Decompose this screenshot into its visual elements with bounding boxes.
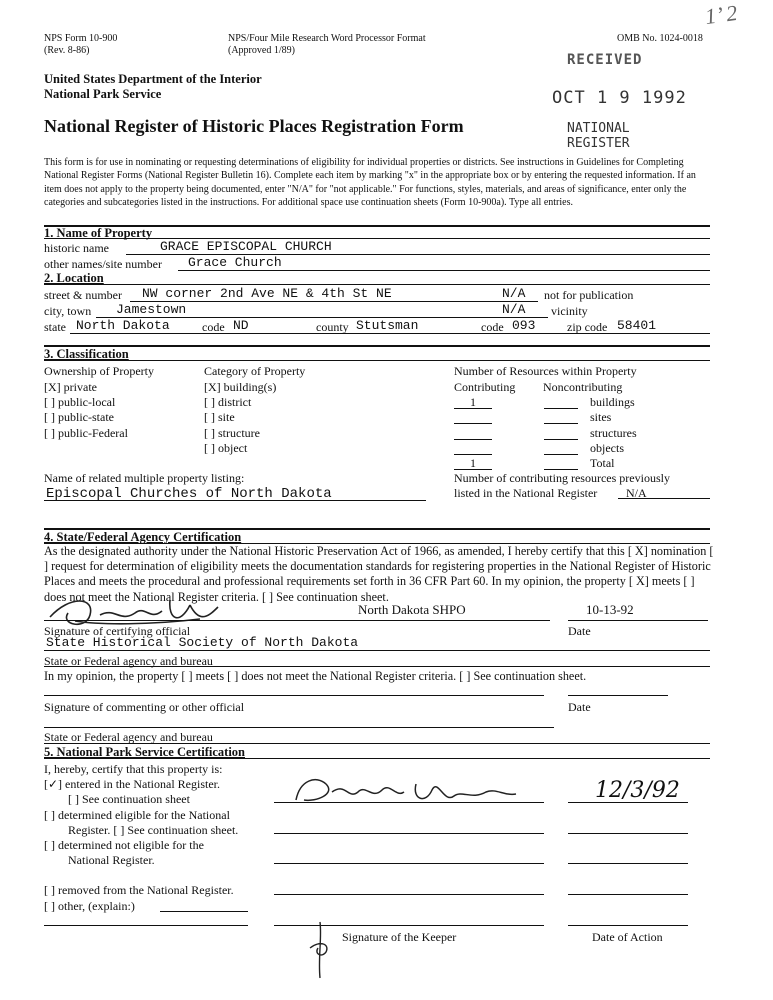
zip-code-label: zip code [567,320,608,334]
other-names-line [178,270,710,271]
related-listing-value: Episcopal Churches of North Dakota [46,486,332,502]
bureau-rule [44,666,710,667]
omb-number: OMB No. 1024-0018 [617,33,703,44]
other-explain-line-2 [44,925,248,926]
city-label: city, town [44,304,92,318]
keeper-signature-label: Signature of the Keeper [342,930,457,944]
service-name: National Park Service [44,87,162,101]
certifying-signature-line [44,620,550,621]
not-eligible-national-register: National Register. [68,853,155,867]
county-code-label: code [481,320,504,334]
contributing-sites-line [454,423,492,424]
resource-label-buildings: buildings [590,395,635,409]
instructions-paragraph: This form is for use in nominating or requesting determinations of eligibility for individual properties or districts. See instructions in Guidelines for Completing National Register Forms (National Register Bulletin 16). Complete each item by marking "x" in the appropriate box or by entering the requested information. If an item does not apply to the property being documented, enter "N/A" for "not applicable." For functions, styles, materials, and areas of significance, enter only the categories and subcategories listed in the instructions. For additional space use continuation sheets (Form 10-900a). Type all entries. [44,157,696,208]
category-object: [ ] object [204,441,248,455]
keeper-date-line-3 [568,863,688,864]
keeper-sig-line-4 [274,894,544,895]
ownership-public-state: [ ] public-state [44,410,114,424]
stamp-register: REGISTER [567,136,630,151]
contributing-total-line [454,469,492,470]
comment-date-label: Date [568,700,591,714]
noncontributing-sites-line [544,423,578,424]
entered-in-register: [✓] entered in the National Register. [44,777,220,791]
keeper-date-handwritten: 12/3/92 [595,778,680,803]
section-3-heading: 3. Classification [44,347,129,361]
state-code-label: code [202,320,225,334]
other-names-label: other names/site number [44,257,162,271]
section-5-rule [44,743,710,744]
keeper-date-line-4 [568,894,688,895]
certifying-date-label: Date [568,624,591,638]
keeper-signature [286,770,526,810]
certifying-signature-label: Signature of certifying official [44,624,191,638]
state-value: North Dakota [76,318,170,333]
resource-label-structures: structures [590,426,637,440]
form-number: NPS Form 10-900 [44,33,118,44]
keeper-date-line-2 [568,833,688,834]
category-header: Category of Property [204,364,306,378]
section-2-heading-rule [44,284,710,285]
stamp-national: NATIONAL [567,121,630,136]
certifying-date-line [568,620,708,621]
other-explain: [ ] other, (explain:) [44,899,135,913]
ownership-public-local: [ ] public-local [44,395,116,409]
section-2-heading: 2. Location [44,271,104,285]
comment-signature-line [44,695,544,696]
contributing-header: Contributing [454,380,516,394]
contributing-total: 1 [470,456,476,470]
received-stamp: RECEIVED [567,52,643,68]
state-line [70,333,710,334]
historic-name-value: GRACE EPISCOPAL CHURCH [160,239,332,254]
resources-header: Number of Resources within Property [454,364,637,378]
street-value: NW corner 2nd Ave NE & 4th St NE [142,286,392,301]
contributing-buildings-line [454,408,492,409]
section-5-heading-rule [44,758,710,759]
vicinity-label: vicinity [551,304,588,318]
zip-code-value: 58401 [617,318,657,333]
nps-certify-text: I, hereby, certify that this property is: [44,762,223,776]
category-district: [ ] district [204,395,252,409]
form-title: National Register of Historic Places Registration Form [44,116,464,136]
removed-from-register: [ ] removed from the National Register. [44,883,234,897]
certifying-agency-typed: North Dakota SHPO [358,602,466,617]
bureau-label: State or Federal agency and bureau [44,654,213,668]
keeper-date-line-5 [568,925,688,926]
related-listing-line [44,500,426,501]
previously-listed-line-2: listed in the National Register [454,486,598,500]
contributing-structures-line [454,439,492,440]
category-site: [ ] site [204,410,235,424]
keeper-initial-mark [306,918,346,982]
category-structure: [ ] structure [204,426,260,440]
section-3-rule [44,345,710,347]
resource-label-sites: sites [590,410,612,424]
contributing-objects-line [454,454,492,455]
noncontributing-structures-line [544,439,578,440]
previously-listed-value: N/A [626,486,647,500]
section-3-heading-rule [44,360,710,361]
noncontributing-buildings-line [544,408,578,409]
certifying-date-typed: 10-13-92 [586,602,634,617]
form-revision: (Rev. 8-86) [44,45,90,56]
county-label: county [316,320,349,334]
previously-listed-line-1: Number of contributing resources previously [454,471,670,485]
previously-listed-line [618,498,710,499]
department-name: United States Department of the Interior [44,72,262,86]
format-line-2: (Approved 1/89) [228,45,295,56]
county-value: Stutsman [356,318,419,333]
corner-handwritten-mark: 1’ 2 [703,0,739,30]
comment-signature-label: Signature of commenting or other official [44,700,245,714]
category-building: [X] building(s) [204,380,277,394]
bureau-2-label: State or Federal agency and bureau [44,730,213,744]
bureau-typed: State Historical Society of North Dakota [46,635,359,650]
county-code-value: 093 [512,318,536,333]
ownership-header: Ownership of Property [44,364,154,378]
other-names-value: Grace Church [188,255,282,270]
section-5-heading: 5. National Park Service Certification [44,745,245,759]
resource-label-objects: objects [590,441,624,455]
ownership-private: [X] private [44,380,97,394]
state-code-value: ND [233,318,249,333]
historic-name-label: historic name [44,241,109,255]
register-continuation: Register. [ ] See continuation sheet. [68,823,239,837]
state-label: state [44,320,66,334]
received-date-stamp: OCT 1 9 1992 [552,88,687,108]
contributing-buildings: 1 [470,395,476,409]
street-line [130,301,538,302]
noncontributing-header: Noncontributing [543,380,623,394]
section-1-heading: 1. Name of Property [44,226,153,240]
other-explain-line [160,911,248,912]
determined-eligible: [ ] determined eligible for the National [44,808,230,822]
determined-not-eligible: [ ] determined not eligible for the [44,838,204,852]
related-listing-label: Name of related multiple property listing: [44,471,245,485]
second-opinion: In my opinion, the property [ ] meets [ ] does not meet the National Register criteria. [ ] See continuation sheet. [44,669,587,683]
vicinity-value: N/A [502,302,526,317]
bureau-2-line [44,727,554,728]
section-1-heading-rule [44,238,710,239]
city-value: Jamestown [116,302,187,317]
keeper-sig-line-3 [274,863,544,864]
street-label: street & number [44,288,122,302]
keeper-sig-line-2 [274,833,544,834]
ownership-public-federal: [ ] public-Federal [44,426,128,440]
not-for-publication-label: not for publication [544,288,634,302]
comment-date-line [568,695,668,696]
format-line-1: NPS/Four Mile Research Word Processor Format [228,33,426,44]
publication-value: N/A [502,286,526,301]
resource-label-total: Total [590,456,615,470]
noncontributing-objects-line [544,454,578,455]
see-continuation-1: [ ] See continuation sheet [68,792,190,806]
bureau-line [44,650,710,651]
noncontributing-total-line [544,469,578,470]
certification-paragraph: As the designated authority under the National Historic Preservation Act of 1966, as amended, I hereby certify that this [ X] nomination [ ] request for determination of eligibility meets the documentation standards for registering properties in the National Register of Historic Places and meets the procedural and professional requirements set forth in 36 CFR Part 60. In my opinion, the property [ X] meets [ ] does not meet the National Register criteria. [ ] See continuation sheet. [44,544,714,604]
keeper-sig-line-1 [274,802,544,803]
keeper-date-line-1 [568,802,688,803]
date-of-action-label: Date of Action [592,930,663,944]
section-4-heading: 4. State/Federal Agency Certification [44,530,242,544]
